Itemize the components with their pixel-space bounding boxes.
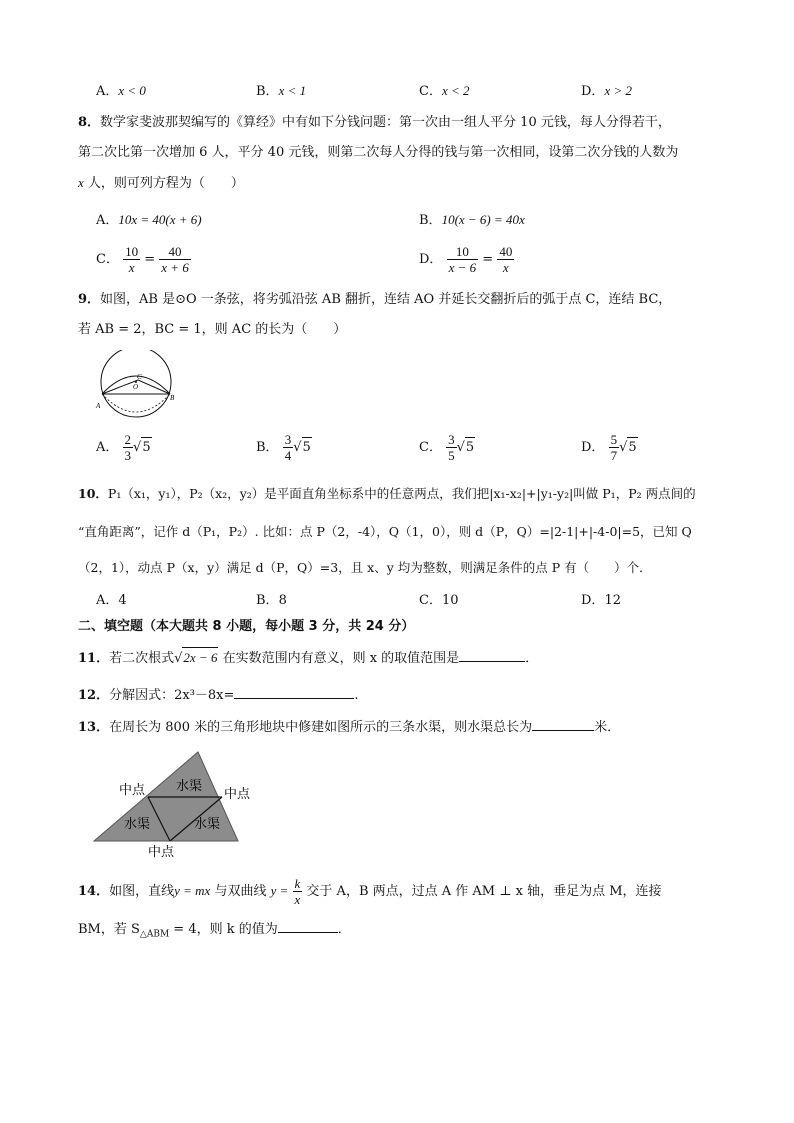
q8-option-d-frac-2: $\frac{40}{x}$ [499,244,513,275]
q7-option-b [256,81,306,102]
q8-text-3: 人，则可列方程为（ ） [83,176,244,191]
q13-answer-blank [532,716,594,731]
q10-line-1 [78,484,696,504]
q9-option-d-label: D． [581,440,605,455]
q8-option-d-frac-1: $\frac{10}{x - 6}$ [448,244,477,275]
q12-line: 12．分解因式：2x³－8x= . [78,684,359,706]
q14-pre: 如图，直线 [109,884,175,899]
q11-pre: 若二次根式 [109,651,175,666]
q14-number: 14． [78,884,110,899]
q13-label-midpoint-right: 中点 [224,787,251,802]
q8-number: 8． [78,115,101,130]
q10-option-d: D．12 [581,593,621,608]
q13-line: 13．在周长为 800 米的三角形地块中修建如图所示的三条水渠，则水渠总长为 米． [78,716,620,738]
q8-option-a-label: A． [96,213,119,228]
q13-triangle-figure [92,750,262,862]
q14-line-1 [78,876,662,907]
q10-text-1: P₁（x₁，y₁），P₂（x₂，y₂）是平面直角坐标系中的任意两点，我们把|x₁-x₂|+|y₁-y₂|叫做 P₁，P₂ 两点间的 [107,486,696,501]
q13-label-canal-left: 水渠 [124,817,151,832]
q9-option-c-label: C． [419,440,442,455]
q14-y-eq: y = [270,883,289,898]
q7-option-b-label: B． [256,84,279,99]
q8-option-b [419,210,525,231]
q7-option-d [581,81,632,102]
q10-option-c: C．10 [419,593,459,608]
q13-number: 13． [78,720,110,735]
q7-option-b-expr: x < 1 [278,83,307,98]
q11-radicand: 2x − 6 [182,647,218,668]
q7-option-a-label: A． [96,84,119,99]
q8-option-a [96,210,202,231]
q14-line2-pre: BM，若 S [78,922,140,937]
q8-option-d: D． $\frac{10}{x - 6}$ = $\frac{40}{x}$ [419,244,513,275]
q9-text-1: 如图，AB 是⊙O 一条弦，将劣弧沿弦 AB 翻折，连结 AO 并延长交翻折后的弧于点 C，连结 BC， [100,292,672,307]
q13-label-canal-top: 水渠 [176,779,203,794]
q9-line-1 [78,290,671,310]
q9-segment-bc [138,380,170,394]
q14-area-subscript: △ABM [139,929,170,940]
q11-answer-blank [459,647,525,662]
q9-line-2: 若 AB = 2，BC = 1，则 AC 的长为（ ） [78,322,347,337]
q7-option-a-expr: x < 0 [118,83,146,98]
q9-minor-arc-dashed [102,394,170,412]
q14-line-2: BM，若 $S_{\triangle ABM} = 4$，则 k 的值为 ． [78,918,351,945]
q9-option-a-label: A． [96,440,119,455]
q8-line-1 [78,113,671,133]
q12-answer-blank [234,684,354,699]
q9-label-c: C [137,373,142,381]
q11-post: 在实数范围内有意义，则 x 的取值范围是 [218,651,460,666]
q9-label-a: A [96,402,101,410]
q7-option-c [419,81,470,102]
q7-option-c-expr: x < 2 [441,83,470,98]
q14-line-equation: y = mx [174,883,211,898]
q9-option-d: D． $\frac{5}{7}$ √5 [581,432,637,463]
q8-option-a-expr: 10x = 40(x + 6) [118,212,202,227]
q12-text: 分解因式：2x³－8x= [109,688,235,703]
q8-option-c: C． $\frac{10}{x}$ = $\frac{40}{x + 6}$ [96,244,189,275]
q8-var-x: x [78,175,84,190]
q8-option-c-frac-1: $\frac{10}{x}$ [125,244,139,275]
q8-line-2: 第二次比第一次增加 6 人，平分 40 元钱，则第二次每人分得的钱与第一次相同，设第二次分钱的人数为 [78,145,679,160]
q9-circle-figure [94,350,178,422]
q9-option-b-label: B． [256,440,279,455]
q8-option-c-frac-2: $\frac{40}{x + 6}$ [161,244,189,275]
q13-label-canal-right: 水渠 [194,817,221,832]
q7-option-d-expr: x > 2 [604,83,632,98]
q8-line-3 [78,173,244,194]
q13-label-midpoint-bottom: 中点 [148,845,175,860]
q8-option-b-expr: 10(x − 6) = 40x [441,212,525,227]
q10-line-3: （2，1），动点 P（x，y）满足 d（P，Q）=3，且 x、y 均为整数，则满足条件的点 P 有（ ）个． [78,560,652,575]
q13-label-midpoint-left: 中点 [119,783,146,798]
q9-option-b: B． $\frac{3}{4}$ √5 [256,432,311,463]
q11-number: 11． [78,651,110,666]
q14-k-over-x: $\frac{k}{x}$ [294,876,301,907]
q11-line: 11．若二次根式√2x − 6 在实数范围内有意义，则 x 的取值范围是 ． [78,647,538,669]
q12-number: 12． [78,688,110,703]
q7-option-d-label: D． [581,84,605,99]
q14-answer-blank [278,918,338,933]
q8-option-d-label: D． [419,252,443,267]
q9-label-b: B [170,394,175,402]
q13-text: 在周长为 800 米的三角形地块中修建如图所示的三条水渠，则水渠总长为 [109,720,533,735]
q14-mid: 与双曲线 [210,884,271,899]
q7-option-a [96,81,146,102]
q14-line2-mid: = 4，则 k 的值为 [169,922,278,937]
q10-line-2: “直角距离”，记作 d（P₁，P₂）. 比如：点 P（2，-4），Q（1，0），则 d（P，Q）=|2-1|+|-4-0|=5，已知 Q [78,524,692,539]
q10-number: 10． [78,486,108,501]
q14-post: 交于 A，B 两点，过点 A 作 AM ⊥ x 轴，垂足为点 M，连接 [302,884,662,899]
q9-option-a: A． $\frac{2}{3}$ √5 [96,432,151,463]
section-2-title: 二、填空题（本大题共 8 小题，每小题 3 分，共 24 分） [78,619,415,634]
q9-option-c: C． $\frac{3}{5}$ √5 [419,432,475,463]
q8-option-c-label: C． [96,252,119,267]
q8-text-1: 数学家斐波那契编写的《算经》中有如下分钱问题：第一次由一组人平分 10 元钱，每人分得若干， [100,115,671,130]
q9-number: 9． [78,292,101,307]
q10-option-b: B．8 [256,593,287,608]
q7-option-c-label: C． [419,84,442,99]
q9-label-o: O [133,383,139,391]
q10-option-a: A．4 [96,593,127,608]
q8-option-b-label: B． [419,213,442,228]
